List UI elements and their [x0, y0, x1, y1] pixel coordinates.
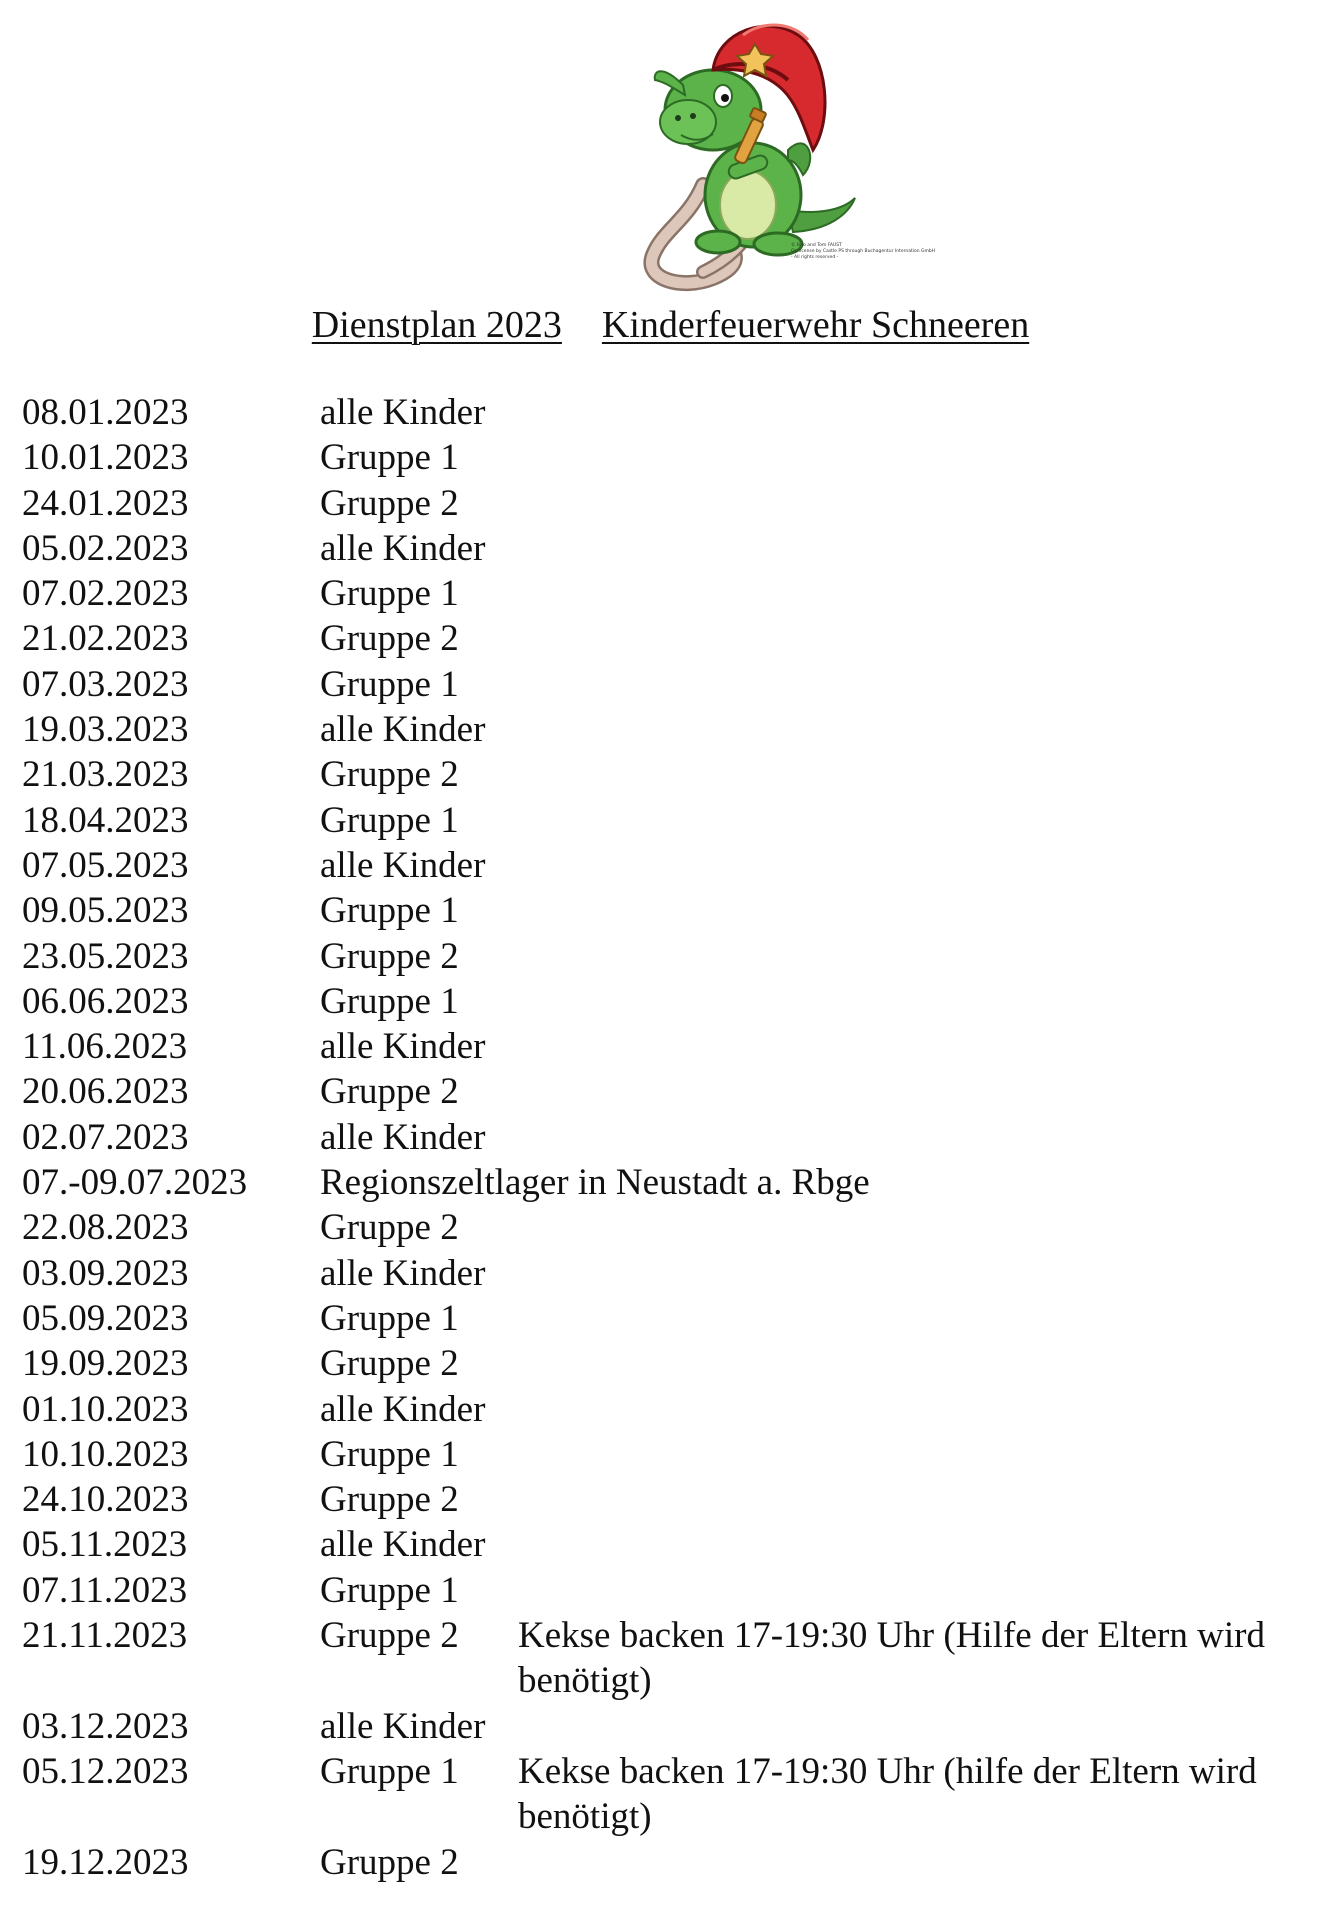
schedule-row [22, 526, 1322, 571]
schedule-date: 05.09.2023 [22, 1297, 189, 1339]
schedule-row [22, 1432, 1322, 1477]
schedule-note [518, 1024, 1318, 1069]
schedule-row [22, 1840, 1322, 1885]
schedule-note [518, 1205, 1318, 1250]
schedule-group: Gruppe 1 [320, 437, 459, 479]
schedule-note [518, 1477, 1318, 1522]
schedule-row [22, 1613, 1322, 1704]
schedule-note: Kekse backen 17-19:30 Uhr (Hilfe der Eltern wird benötigt) [518, 1615, 1265, 1702]
schedule-group: Gruppe 2 [320, 1343, 459, 1385]
schedule-row [22, 1341, 1322, 1386]
schedule-row [22, 888, 1322, 933]
schedule-group: Gruppe 2 [320, 1841, 459, 1883]
schedule-group: alle Kinder [320, 392, 486, 433]
schedule-date: 03.09.2023 [22, 1252, 189, 1294]
schedule-note [518, 752, 1318, 797]
fire-dragon-mascot-icon [593, 10, 936, 302]
schedule-group: Gruppe 2 [320, 1615, 459, 1657]
schedule-date: 23.05.2023 [22, 935, 189, 977]
schedule-group: Gruppe 2 [320, 1071, 459, 1113]
schedule-date: 24.10.2023 [22, 1479, 189, 1521]
schedule-row [22, 1115, 1322, 1160]
schedule-date: 10.10.2023 [22, 1433, 189, 1475]
schedule-note [518, 1341, 1318, 1386]
schedule-row [22, 1024, 1322, 1069]
schedule-group: alle Kinder [320, 709, 486, 751]
schedule-note [518, 1387, 1318, 1432]
schedule-date: 08.01.2023 [22, 392, 189, 433]
schedule-group: Gruppe 2 [320, 482, 459, 524]
schedule-date: 07.11.2023 [22, 1569, 188, 1611]
schedule-note [518, 843, 1318, 888]
schedule-date: 05.02.2023 [22, 527, 189, 569]
schedule-group: alle Kinder [320, 1026, 486, 1068]
schedule-group: Gruppe 1 [320, 573, 459, 615]
schedule-date: 22.08.2023 [22, 1207, 189, 1249]
schedule-date: 19.09.2023 [22, 1343, 189, 1385]
mascot-copyright-line-3: - All rights reserved - [791, 255, 839, 260]
schedule-date: 21.03.2023 [22, 754, 189, 796]
schedule-date: 10.01.2023 [22, 437, 189, 479]
schedule-note [518, 1069, 1318, 1114]
schedule-date: 20.06.2023 [22, 1071, 189, 1113]
schedule-group: Gruppe 2 [320, 754, 459, 796]
schedule-date: 05.12.2023 [22, 1750, 189, 1792]
schedule-group: alle Kinder [320, 1705, 486, 1747]
schedule-note [518, 481, 1318, 526]
mascot-copyright-line-2: On license by Castle PS through Buchagentur Internation GmbH [791, 249, 936, 254]
schedule-note [518, 1568, 1318, 1613]
schedule-note [518, 526, 1318, 571]
schedule-row [22, 662, 1322, 707]
schedule-date: 19.03.2023 [22, 709, 189, 751]
schedule-group: Gruppe 2 [320, 935, 459, 977]
schedule-note [518, 1296, 1318, 1341]
schedule-date: 07.02.2023 [22, 573, 189, 615]
schedule-date: 07.05.2023 [22, 844, 189, 886]
schedule-group: alle Kinder [320, 1524, 486, 1566]
page-title-part-2: Kinderfeuerwehr Schneeren [601, 304, 1030, 346]
schedule-group: alle Kinder [320, 844, 486, 886]
schedule-date: 09.05.2023 [22, 890, 189, 932]
schedule-note [518, 979, 1318, 1024]
schedule-group: alle Kinder [320, 1252, 486, 1294]
schedule-note [518, 390, 1318, 435]
schedule-note [518, 707, 1318, 752]
schedule-group: Gruppe 1 [320, 890, 459, 932]
schedule-note [518, 1251, 1318, 1296]
schedule-date: 02.07.2023 [22, 1116, 189, 1158]
schedule-row [22, 934, 1322, 979]
schedule-date: 05.11.2023 [22, 1524, 188, 1566]
schedule-date: 24.01.2023 [22, 482, 189, 524]
schedule-note [518, 1840, 1318, 1885]
schedule-date: 01.10.2023 [22, 1388, 189, 1430]
page-title [0, 300, 1341, 350]
schedule-group: alle Kinder [320, 1116, 486, 1158]
schedule-row [22, 390, 1322, 435]
schedule-group: Regionszeltlager in Neustadt a. Rbge [320, 1162, 870, 1204]
schedule-group: Gruppe 2 [320, 1479, 459, 1521]
schedule-note [518, 934, 1318, 979]
schedule-note [518, 1115, 1318, 1160]
schedule-date: 11.06.2023 [22, 1026, 188, 1068]
page-title-part-1: Dienstplan 2023 [311, 304, 562, 346]
schedule-date: 03.12.2023 [22, 1705, 189, 1747]
schedule-row [22, 1477, 1322, 1522]
schedule-row [22, 1069, 1322, 1114]
schedule-group: Gruppe 1 [320, 980, 459, 1022]
mascot-copyright-line-1: © Brio and Tom FAUST [791, 243, 842, 248]
schedule-row [22, 616, 1322, 661]
schedule-row [22, 1522, 1322, 1567]
schedule-row [22, 1704, 1322, 1749]
schedule-date: 07.03.2023 [22, 663, 189, 705]
schedule-note [518, 888, 1318, 933]
schedule-date: 18.04.2023 [22, 799, 189, 841]
schedule-date: 19.12.2023 [22, 1841, 189, 1883]
schedule-list [22, 390, 1322, 1885]
schedule-group: alle Kinder [320, 1388, 486, 1430]
schedule-note [518, 1522, 1318, 1567]
schedule-row [22, 481, 1322, 526]
schedule-group: Gruppe 1 [320, 663, 459, 705]
schedule-row [22, 979, 1322, 1024]
schedule-row [22, 707, 1322, 752]
schedule-note: Kekse backen 17-19:30 Uhr (hilfe der Eltern wird benötigt) [518, 1750, 1257, 1838]
schedule-group: Gruppe 2 [320, 1207, 459, 1249]
schedule-row [22, 843, 1322, 888]
schedule-date: 06.06.2023 [22, 980, 189, 1022]
schedule-group: Gruppe 1 [320, 1750, 459, 1792]
schedule-row [22, 1387, 1322, 1432]
schedule-group: Gruppe 1 [320, 1569, 459, 1611]
schedule-note [518, 1704, 1318, 1749]
schedule-date: 21.11.2023 [22, 1615, 188, 1657]
schedule-note [518, 616, 1318, 661]
schedule-note [518, 435, 1318, 480]
schedule-row [22, 1296, 1322, 1341]
schedule-row [22, 1251, 1322, 1296]
schedule-group: Gruppe 1 [320, 1297, 459, 1339]
schedule-group: alle Kinder [320, 527, 486, 569]
schedule-row [22, 571, 1322, 616]
schedule-note [518, 798, 1318, 843]
schedule-row [22, 1568, 1322, 1613]
schedule-row [22, 1749, 1322, 1840]
schedule-note [518, 571, 1318, 616]
schedule-group: Gruppe 1 [320, 1433, 459, 1475]
schedule-date: 07.-09.07.2023 [22, 1162, 248, 1204]
schedule-row [22, 798, 1322, 843]
schedule-group: Gruppe 1 [320, 799, 459, 841]
schedule-date: 21.02.2023 [22, 618, 189, 660]
schedule-row [22, 435, 1322, 480]
schedule-row [22, 1205, 1322, 1250]
schedule-row [22, 1160, 1322, 1205]
schedule-note [518, 662, 1318, 707]
schedule-note [518, 1432, 1318, 1477]
schedule-row [22, 752, 1322, 797]
schedule-group: Gruppe 2 [320, 618, 459, 660]
